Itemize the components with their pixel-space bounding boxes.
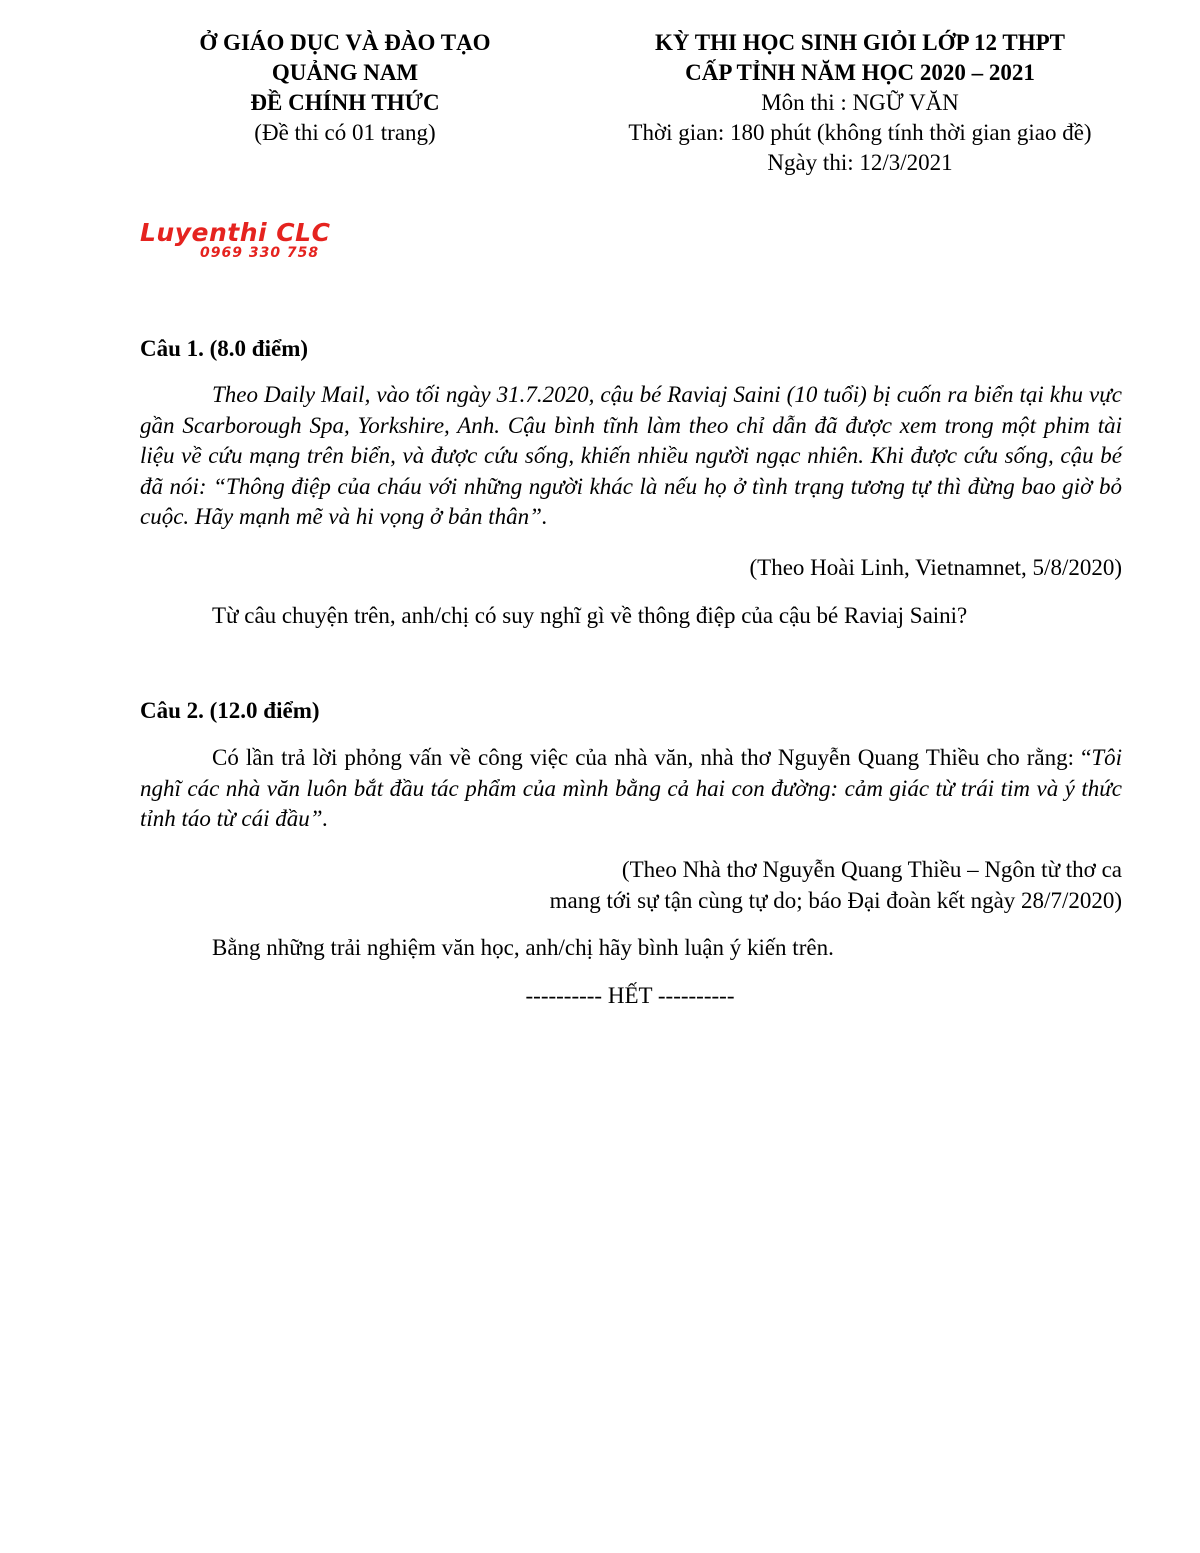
province-name: QUẢNG NAM [271, 60, 419, 85]
end-marker: ---------- HẾT ---------- [525, 983, 735, 1008]
official-label: ĐỀ CHÍNH THỨC [250, 90, 440, 115]
exam-date: Ngày thi: 12/3/2021 [767, 150, 953, 175]
exam-duration: Thời gian: 180 phút (không tính thời gian giao đề) [628, 120, 1092, 145]
question-2-source-line2: mang tới sự tận cùng tự do; báo Đại đoàn kết ngày 28/7/2020) [549, 887, 1122, 913]
logo-name: Luyenthi CLC [140, 218, 331, 247]
question-2-passage [140, 743, 1122, 835]
luyenthi-logo [140, 218, 370, 266]
department-name: Ở GIÁO DỤC VÀ ĐÀO TẠO [199, 30, 491, 55]
exam-subject: Môn thi : NGỮ VĂN [761, 90, 959, 115]
question-2-title: Câu 2. (12.0 điểm) [140, 698, 320, 723]
page-count-note: (Đề thi có 01 trang) [254, 120, 436, 145]
question-1-prompt: Từ câu chuyện trên, anh/chị có suy nghĩ gì về thông điệp của cậu bé Raviaj Saini? [212, 603, 968, 628]
question-2-quote: Tôi nghĩ các nhà văn luôn bắt đầu tác phẩm của mình bằng cả hai con đường: cảm giác từ trái tim và ý thức tỉnh táo từ cái đầu”. [140, 745, 1122, 831]
header-right [590, 28, 1130, 178]
question-1-title: Câu 1. (8.0 điểm) [140, 336, 309, 361]
question-2-source-line1: (Theo Nhà thơ Nguyễn Quang Thiều – Ngôn từ thơ ca [621, 857, 1122, 882]
exam-title: KỲ THI HỌC SINH GIỎI LỚP 12 THPT [654, 30, 1066, 55]
exam-level-year: CẤP TỈNH NĂM HỌC 2020 – 2021 [685, 60, 1035, 85]
question-1-passage: Theo Daily Mail, vào tối ngày 31.7.2020, cậu bé Raviaj Saini (10 tuổi) bị cuốn ra biển tại khu vực gần Scarborough Spa, Yorkshire, Anh. Cậu bình tĩnh làm theo chỉ dẫn đã được xem trong một phim tài liệu về cứu mạng trên biển, và được cứu sống, khiến nhiều người ngạc nhiên. Khi được cứu sống, cậu bé đã nói: “Thông điệp của cháu với những người khác là nếu họ ở tình trạng tương tự thì đừng bao giờ bỏ cuộc. Hãy mạnh mẽ và hi vọng ở bản thân”. [140, 382, 1122, 529]
question-1-source: (Theo Hoài Linh, Vietnamnet, 5/8/2020) [749, 555, 1122, 580]
question-2-intro: Có lần trả lời phỏng vấn về công việc của nhà văn, nhà thơ Nguyễn Quang Thiều cho rằng: “ [212, 745, 1092, 770]
question-2-prompt: Bằng những trải nghiệm văn học, anh/chị hãy bình luận ý kiến trên. [212, 935, 834, 960]
header-left [160, 28, 530, 148]
question-2-source [550, 855, 1122, 916]
logo-phone: 0969 330 758 [200, 245, 320, 261]
